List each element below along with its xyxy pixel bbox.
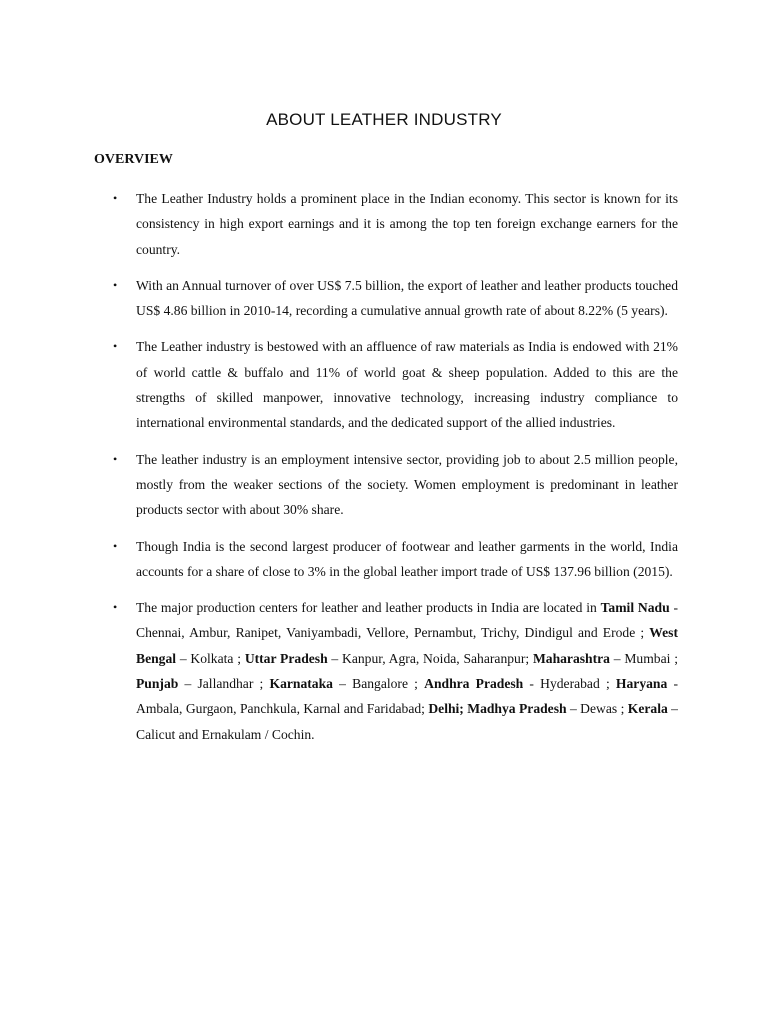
bullet-text: – Jallandhar ; [178, 676, 270, 692]
bullet-item [94, 595, 678, 747]
region-name: Kerala [627, 701, 668, 717]
bullet-text: - Chennai, Ambur, Ranipet, Vaniyambadi, Vellore, Pernambut, Trichy, Dindigul and Erode ; [136, 600, 678, 641]
bullet-item [94, 447, 678, 523]
region-name: Andhra Pradesh [424, 676, 524, 692]
bullet-text: - Ambala, Gurgaon, Panchkula, Karnal and Faridabad; [136, 676, 678, 717]
bullet-dot-icon: • [113, 451, 118, 466]
overview-bullet-list [94, 186, 678, 758]
bullet-item [94, 534, 678, 585]
region-name: Delhi; Madhya Pradesh [428, 701, 567, 717]
bullet-text: With an Annual turnover of over US$ 7.5 billion, the export of leather and leather products touched US$ 4.86 billion in 2010-14, recording a cumulative annual growth rate of about 8.22% (5 years). [136, 277, 678, 319]
bullet-text: Though India is the second largest producer of footwear and leather garments in the world, India accounts for a share of close to 3% in the global leather import trade of US$ 137.96 billion (2015). [136, 538, 678, 579]
region-name: Tamil Nadu [600, 600, 670, 616]
bullet-text: The Leather industry is bestowed with an affluence of raw materials as India is endowed with 21% of world cattle & buffalo and 11% of world goat & sheep population. Added to this are the strengths of skilled manpower, innovative technology, increasing industry compliance to international environmental standards, and the dedicated support of the allied industries. [136, 339, 678, 431]
bullet-text: – Kanpur, Agra, Noida, Saharanpur; [327, 650, 533, 666]
bullet-dot-icon: • [113, 339, 118, 354]
bullet-item [94, 186, 678, 262]
bullet-dot-icon: • [113, 277, 118, 292]
region-name: Maharashtra [532, 650, 610, 666]
bullet-item [94, 334, 678, 435]
region-name: Uttar Pradesh [244, 650, 328, 666]
bullet-dot-icon: • [113, 538, 118, 553]
bullet-text: – Kolkata ; [176, 650, 245, 666]
bullet-text: – Calicut and Ernakulam / Cochin. [136, 701, 678, 742]
bullet-text: The leather industry is an employment intensive sector, providing job to about 2.5 million people, mostly from the weaker sections of the society. Women employment is predominant in leather products sector with about 30% share. [136, 451, 678, 518]
bullet-text: – Mumbai ; [609, 650, 678, 666]
region-name: Punjab [136, 676, 179, 692]
document-title: ABOUT LEATHER INDUSTRY [266, 110, 502, 129]
bullet-text: The major production centers for leather and leather products in India are located in [136, 600, 601, 616]
bullet-text: - Hyderabad ; [523, 676, 616, 692]
bullet-dot-icon: • [113, 600, 118, 615]
bullet-item [94, 273, 678, 324]
bullet-text: – Dewas ; [566, 701, 628, 717]
section-heading-overview: OVERVIEW [94, 152, 173, 167]
bullet-text: – Bangalore ; [332, 676, 425, 692]
region-name: Karnataka [269, 676, 333, 692]
bullet-text: The Leather Industry holds a prominent place in the Indian economy. This sector is known for its consistency in high export earnings and it is among the top ten foreign exchange earners for the country. [136, 191, 678, 257]
bullet-dot-icon: • [113, 191, 118, 205]
region-name: Haryana [615, 676, 668, 692]
region-name: West Bengal [136, 625, 678, 666]
